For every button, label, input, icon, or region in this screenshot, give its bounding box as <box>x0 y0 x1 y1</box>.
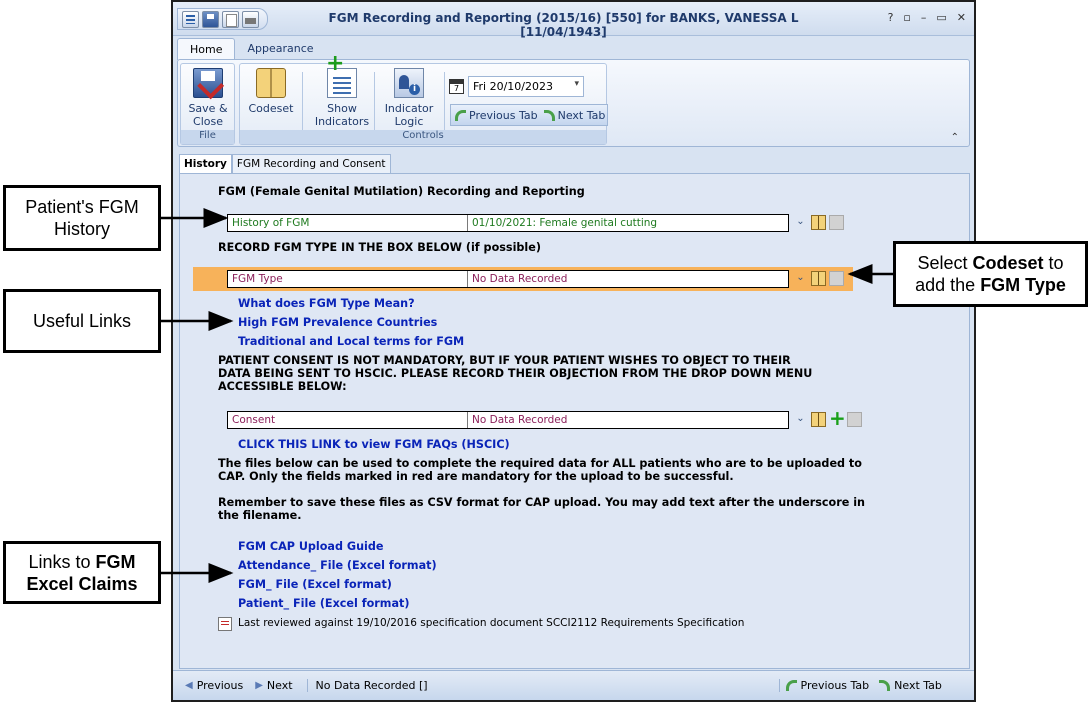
codeset-book-icon[interactable] <box>811 215 826 230</box>
controls-group-label: Controls <box>240 130 606 144</box>
indicator-logic-label: Indicator <box>384 102 434 115</box>
consent-field[interactable] <box>227 411 789 429</box>
callout-select-codeset <box>893 241 1088 307</box>
callout-codeset-text-b: Codeset <box>972 253 1044 273</box>
save-close-label-2: Close <box>193 115 223 128</box>
status-text: No Data Recorded [] <box>307 679 773 692</box>
previous-tab-label: Previous Tab <box>469 108 538 122</box>
menu-list-icon[interactable] <box>182 11 199 28</box>
tab-home[interactable]: Home <box>177 38 235 60</box>
next-button[interactable] <box>255 679 292 692</box>
ribbon-separator <box>444 72 445 130</box>
record-heading: RECORD FGM TYPE IN THE BOX BELOW (if possible) <box>218 241 541 254</box>
file-group <box>180 63 235 145</box>
show-indicators-icon <box>327 68 357 98</box>
local-terms-link[interactable]: Traditional and Local terms for FGM <box>238 335 465 348</box>
next-label: Next <box>266 679 293 692</box>
codeset-label: Codeset <box>248 102 294 115</box>
previous-button[interactable] <box>185 679 243 692</box>
consent-note-3: ACCESSIBLE BELOW: <box>218 380 347 393</box>
next-tab-label: Next Tab <box>557 108 606 122</box>
quick-save-icon[interactable] <box>202 11 219 28</box>
fgm-window <box>171 0 976 702</box>
window-title: FGM Recording and Reporting (2015/16) [550] for BANKS, VANESSA L [11/04/1943] <box>328 11 799 39</box>
status-bar <box>173 670 974 700</box>
controls-group <box>239 63 607 145</box>
print-preview-icon[interactable] <box>222 11 239 28</box>
restore-layout-button[interactable]: ▫ <box>903 11 911 24</box>
back-arrow-icon <box>786 680 797 691</box>
save-close-label: Save & <box>188 102 228 115</box>
forward-arrow-icon <box>544 110 555 121</box>
add-plus-icon[interactable]: + <box>829 406 846 430</box>
fgm-type-label: FGM Type <box>228 271 468 287</box>
cap-upload-guide-link[interactable]: FGM CAP Upload Guide <box>238 540 384 553</box>
show-indicators-button[interactable] <box>308 68 376 128</box>
fgm-type-meaning-link[interactable]: What does FGM Type Mean? <box>238 297 415 310</box>
callout-useful-links-text: Useful Links <box>32 311 132 331</box>
show-indicators-label: Show <box>327 102 357 115</box>
next-tab-button[interactable] <box>544 109 606 122</box>
forward-arrow-icon <box>879 680 890 691</box>
codeset-book-icon[interactable] <box>811 271 826 286</box>
consent-note-1: PATIENT CONSENT IS NOT MANDATORY, BUT IF YOUR PATIENT WISHES TO OBJECT TO THEIR <box>218 354 791 367</box>
callout-codeset-text-a: Select <box>917 253 973 273</box>
fgm-type-field[interactable] <box>227 270 789 288</box>
status-next-tab-label: Next Tab <box>894 679 942 692</box>
fgm-type-actions <box>793 271 844 286</box>
callout-excel-claims <box>3 541 161 604</box>
tab-appearance[interactable]: Appearance <box>247 42 314 55</box>
indicator-logic-icon <box>394 68 424 98</box>
save-close-button[interactable] <box>183 68 233 128</box>
attendance-file-link[interactable]: Attendance_ File (Excel format) <box>238 559 437 572</box>
callout-codeset-text-e: FGM Type <box>980 275 1066 295</box>
history-field[interactable] <box>227 214 789 232</box>
callout-codeset-text-d: add the <box>915 275 981 295</box>
callout-fgm-history-line1: Patient's FGM <box>25 197 139 217</box>
callout-useful-links <box>3 289 161 353</box>
callout-excel-text-c: Excel Claims <box>26 573 138 594</box>
history-label: History of FGM <box>228 215 468 231</box>
minimize-button[interactable]: – <box>920 11 927 24</box>
previous-label: Previous <box>196 679 244 692</box>
tab-fgm-recording[interactable]: FGM Recording and Consent <box>232 154 391 173</box>
files-note-2: CAP. Only the fields marked in red are mandatory for the upload to be successful. <box>218 470 734 483</box>
left-arrow-icon: ◀ <box>185 680 193 691</box>
previous-tab-button[interactable] <box>455 109 538 122</box>
date-picker <box>449 76 584 97</box>
title-bar <box>173 2 974 39</box>
consent-value: No Data Recorded <box>472 414 568 426</box>
ribbon-separator <box>302 72 303 130</box>
callout-fgm-history <box>3 185 161 251</box>
indicator-logic-button[interactable] <box>380 68 438 128</box>
status-previous-tab-button[interactable] <box>779 679 870 692</box>
callout-codeset-text-c: to <box>1043 253 1064 273</box>
consent-actions <box>793 406 862 430</box>
remember-note-2: the filename. <box>218 509 302 522</box>
help-button[interactable]: ? <box>887 11 894 24</box>
status-previous-tab-label: Previous Tab <box>800 679 870 692</box>
prevalence-countries-link[interactable]: High FGM Prevalence Countries <box>238 316 438 329</box>
history-value: 01/10/2021: Female genital cutting <box>472 217 658 229</box>
ribbon-separator <box>374 72 375 130</box>
fgm-file-link[interactable]: FGM_ File (Excel format) <box>238 578 392 591</box>
undo-icon[interactable] <box>847 412 862 427</box>
expand-chevron-icon[interactable]: ⌄ <box>796 216 805 227</box>
form-heading: FGM (Female Genital Mutilation) Recording and Reporting <box>218 185 585 198</box>
indicator-logic-label-2: Logic <box>394 115 424 128</box>
collapse-ribbon-icon[interactable]: ⌃ <box>950 132 959 143</box>
show-indicators-label-2: Indicators <box>314 115 370 128</box>
date-field[interactable] <box>468 76 584 97</box>
file-group-label: File <box>181 130 234 144</box>
files-note-1: The files below can be used to complete the required data for ALL patients who are to be uploaded to <box>218 457 862 470</box>
faq-link[interactable]: CLICK THIS LINK to view FGM FAQs (HSCIC) <box>238 438 510 451</box>
maximize-button[interactable]: ▭ <box>936 11 947 24</box>
content-tabs <box>179 151 391 173</box>
consent-label: Consent <box>228 412 468 428</box>
tab-navigation <box>450 104 608 126</box>
callout-excel-text-a: Links to <box>28 551 96 572</box>
expand-chevron-icon[interactable]: ⌄ <box>796 413 805 424</box>
patient-file-link[interactable]: Patient_ File (Excel format) <box>238 597 410 610</box>
codeset-book-icon[interactable] <box>811 412 826 427</box>
status-next-tab-button[interactable] <box>879 679 942 692</box>
tab-history[interactable]: History <box>179 154 232 173</box>
right-arrow-icon: ▶ <box>255 680 263 691</box>
undo-icon[interactable] <box>829 215 844 230</box>
save-close-icon <box>193 68 223 98</box>
ribbon <box>177 59 970 147</box>
remember-note-1: Remember to save these files as CSV format for CAP upload. You may add text after the underscore in <box>218 496 866 509</box>
consent-note-2: DATA BEING SENT TO HSCIC. PLEASE RECORD THEIR OBJECTION FROM THE DROP DOWN MENU <box>218 367 813 380</box>
date-value: Fri 20/10/2023 <box>473 80 554 93</box>
window-controls <box>888 11 966 24</box>
ribbon-tabs <box>177 38 326 60</box>
printer-icon[interactable] <box>242 11 259 28</box>
form-content <box>179 173 973 669</box>
chevron-down-icon[interactable]: ▾ <box>574 79 579 89</box>
close-button[interactable]: ✕ <box>956 11 966 24</box>
document-icon <box>218 617 232 631</box>
undo-icon[interactable] <box>829 271 844 286</box>
expand-chevron-icon[interactable]: ⌄ <box>796 272 805 283</box>
callout-fgm-history-line2: History <box>53 219 110 239</box>
history-field-actions <box>793 215 844 230</box>
callout-excel-text-b: FGM <box>95 551 136 572</box>
codeset-button[interactable] <box>248 68 294 115</box>
last-reviewed-note: Last reviewed against 19/10/2016 specification document SCCI2112 Requirements Specification <box>238 617 745 629</box>
quick-access-toolbar <box>177 8 268 30</box>
codeset-book-icon <box>256 68 286 98</box>
back-arrow-icon <box>455 110 466 121</box>
calendar-icon[interactable]: 7 <box>449 79 464 94</box>
fgm-type-value: No Data Recorded <box>472 273 568 285</box>
